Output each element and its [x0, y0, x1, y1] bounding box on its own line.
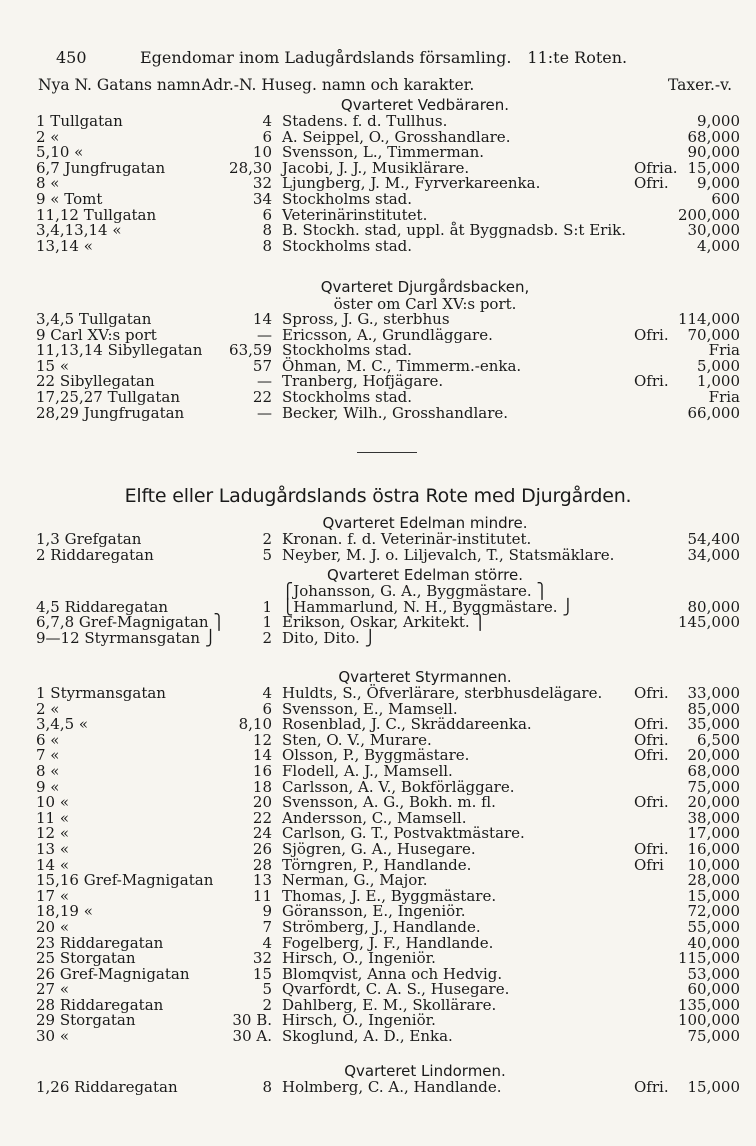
owner-name: Spross, J. G., sterbhus: [282, 310, 450, 328]
block-title: Qvarteret Edelman mindre.: [322, 514, 528, 532]
street-address: 18,19 «: [36, 902, 93, 921]
block-title: Qvarteret Styrmannen.: [338, 668, 512, 686]
house-number: 24: [252, 824, 272, 843]
tax-value: 1,000: [697, 372, 740, 391]
house-number: 63,59: [229, 341, 272, 360]
street-address: 7 «: [36, 746, 60, 765]
street-address: 6 «: [36, 730, 60, 749]
house-number: 30 B.: [232, 1011, 272, 1030]
owner-name: Tranberg, Hofjägare.: [282, 372, 444, 391]
tax-value: 38,000: [687, 808, 740, 827]
exemption-note: Ofri.: [634, 1078, 669, 1096]
house-number: 14: [252, 746, 272, 765]
tax-value: Fria: [708, 387, 740, 406]
tax-value: 60,000: [687, 980, 740, 999]
tax-value: 5,000: [697, 356, 740, 375]
tax-value: 9,000: [697, 112, 740, 130]
ledger-row: [36, 1029, 744, 1045]
owner-name: Hirsch, O., Ingeniör.: [282, 1011, 436, 1030]
street-address: 22 Sibyllegatan: [36, 372, 155, 391]
owner-name: Stadens. f. d. Tullhus.: [282, 112, 448, 130]
tax-value: 9,000: [697, 174, 740, 193]
owner-name: Carlson, G. T., Postvaktmästare.: [282, 824, 525, 843]
ledger-row: [36, 628, 744, 647]
house-number: 26: [252, 839, 272, 858]
owner-name: Sjögren, G. A., Husegare.: [282, 839, 476, 858]
block-title: Qvarteret Vedbäraren.: [340, 96, 510, 114]
block-subtitle: öster om Carl XV:s port.: [333, 295, 517, 313]
house-number: 57: [252, 356, 272, 375]
owner-name: Hirsch, O., Ingeniör.: [282, 949, 436, 968]
street-address: 5,10 «: [36, 143, 84, 162]
street-address: 9—12 Styrmansgatan ⎭: [36, 628, 217, 647]
street-address: 10 «: [36, 793, 70, 812]
page-header: [56, 48, 656, 67]
street-address: 29 Storgatan: [36, 1011, 136, 1030]
house-number: 6: [262, 205, 272, 224]
tax-value: 72,000: [687, 902, 740, 921]
owner-name: Dito, Dito. ⎭: [282, 628, 376, 647]
street-address: 11 «: [36, 808, 70, 827]
street-address: 1 Tullgatan: [36, 112, 123, 130]
street-address: 6,7 Jungfrugatan: [36, 158, 166, 177]
tax-value: 28,000: [687, 871, 740, 890]
street-address: 11,13,14 Sibyllegatan: [36, 341, 203, 360]
ledger-row: [36, 403, 744, 422]
house-number: 12: [252, 730, 272, 749]
column-headers: [38, 76, 738, 94]
block-title: Qvarteret Edelman större.: [327, 566, 523, 584]
street-address: 15,16 Gref-Magnigatan: [36, 871, 214, 890]
owner-name: B. Stockh. stad, uppl. åt Byggnadsb. S:t Erik.: [282, 221, 626, 240]
house-number: 4: [262, 684, 272, 702]
tax-column-header: Taxer.-v.: [667, 76, 732, 94]
owner-name: Skoglund, A. D., Enka.: [282, 1027, 453, 1046]
house-number: 5: [262, 980, 272, 999]
exemption-note: Ofria.: [634, 158, 678, 177]
tax-value: Fria: [708, 341, 740, 360]
street-address: 2 «: [36, 699, 60, 718]
tax-value: 15,000: [687, 1078, 740, 1096]
tax-value: 4,000: [697, 236, 740, 255]
house-number: 6: [262, 699, 272, 718]
owner-name: Öhman, M. C., Timmerm.-enka.: [282, 356, 522, 375]
street-address: 8 «: [36, 761, 60, 780]
exemption-note: Ofri.: [634, 793, 669, 812]
house-number: 32: [252, 174, 272, 193]
house-number: 13: [252, 871, 272, 890]
block-styrmannen: [36, 668, 744, 1045]
house-number: 10: [252, 143, 272, 162]
house-number: 4: [262, 933, 272, 952]
exemption-note: Ofri.: [634, 325, 669, 344]
house-number: 22: [252, 387, 272, 406]
tax-value: 115,000: [677, 949, 740, 968]
house-number: 2: [262, 530, 272, 548]
section-divider: [357, 452, 417, 453]
owner-name: Huldts, S., Öfverlärare, sterbhusdelägare.: [282, 684, 603, 702]
tax-value: 30,000: [687, 221, 740, 240]
street-address: 6,7,8 Gref-Magnigatan ⎫: [36, 613, 225, 632]
tax-value: 55,000: [687, 917, 740, 936]
owner-name: Kronan. f. d. Veterinär-institutet.: [282, 530, 532, 548]
house-number: 1: [262, 613, 272, 632]
tax-value: 15,000: [687, 158, 740, 177]
exemption-note: Ofri.: [634, 839, 669, 858]
tax-value: 66,000: [687, 403, 740, 422]
street-address: 17,25,27 Tullgatan: [36, 387, 181, 406]
block-djurgardsbacken: [36, 278, 744, 421]
owner-name: Becker, Wilh., Grosshandlare.: [282, 403, 509, 422]
rote-label: 11:te Roten.: [527, 48, 628, 67]
house-number: 22: [252, 808, 272, 827]
tax-value: 200,000: [677, 205, 740, 224]
street-address: 2 Riddaregatan: [36, 545, 154, 564]
exemption-note: Ofri.: [634, 372, 669, 391]
ledger-row: [36, 545, 744, 564]
owner-name: Fogelberg, J. F., Handlande.: [282, 933, 494, 952]
house-number: 32: [252, 949, 272, 968]
owner-name: Strömberg, J., Handlande.: [282, 917, 481, 936]
house-number: 11: [252, 886, 272, 905]
tax-value: 34,000: [687, 545, 740, 564]
page-title: Egendomar inom Ladugårdslands församling.: [140, 48, 512, 67]
owner-name: A. Seippel, O., Grosshandlare.: [282, 127, 511, 146]
street-address: 23 Riddaregatan: [36, 933, 164, 952]
tax-value: 600: [711, 189, 740, 208]
block-rows: [36, 114, 744, 254]
street-address: 12 «: [36, 824, 70, 843]
tax-value: 54,400: [687, 530, 740, 548]
owner-name: Göransson, E., Ingeniör.: [282, 902, 466, 921]
block-rows: [36, 584, 744, 646]
house-number: 28: [252, 855, 272, 874]
tax-value: 75,000: [687, 1027, 740, 1046]
street-address: 2 «: [36, 127, 60, 146]
house-number: 5: [262, 545, 272, 564]
owner-name: Svensson, E., Mamsell.: [282, 699, 458, 718]
ledger-row: [36, 1080, 744, 1096]
owner-name: Stockholms stad.: [282, 387, 413, 406]
tax-value: 20,000: [687, 793, 740, 812]
street-address: 28 Riddaregatan: [36, 995, 164, 1014]
owner-name: Ericsson, A., Grundläggare.: [282, 325, 493, 344]
block-rows: [36, 532, 744, 563]
street-address: 20 «: [36, 917, 70, 936]
ledger-row: [36, 236, 744, 255]
house-number: —: [257, 372, 272, 391]
street-address: 14 «: [36, 855, 70, 874]
house-number: 9: [262, 902, 272, 921]
street-address: 26 Gref-Magnigatan: [36, 964, 190, 983]
street-address: 13,14 «: [36, 236, 93, 255]
owner-name: Stockholms stad.: [282, 236, 413, 255]
house-number: 16: [252, 761, 272, 780]
street-address: 28,29 Jungfrugatan: [36, 403, 185, 422]
house-number: 8: [262, 236, 272, 255]
owner-name: Erikson, Oskar, Arkitekt. ⎫: [282, 613, 486, 632]
owner-name: Dahlberg, E. M., Skollärare.: [282, 995, 497, 1014]
block-rows: [36, 312, 744, 421]
tax-value: 90,000: [687, 143, 740, 162]
owner-name: Blomqvist, Anna och Hedvig.: [282, 964, 503, 983]
street-address: 9 «: [36, 777, 60, 796]
house-number: 6: [262, 127, 272, 146]
street-address: 27 «: [36, 980, 70, 999]
house-number: 20: [252, 793, 272, 812]
owner-name: Andersson, C., Mamsell.: [282, 808, 467, 827]
tax-value: 85,000: [687, 699, 740, 718]
street-address: 3,4,5 «: [36, 715, 89, 734]
street-address: 9 « Tomt: [36, 189, 103, 208]
street-address: 11,12 Tullgatan: [36, 205, 157, 224]
tax-value: 145,000: [677, 613, 740, 632]
block-edelman-mindre: [36, 514, 744, 563]
tax-value: 10,000: [687, 855, 740, 874]
tax-value: 6,500: [697, 730, 740, 749]
owner-name: Neyber, M. J. o. Liljevalch, T., Statsmäklare.: [282, 545, 615, 564]
tax-value: 68,000: [687, 761, 740, 780]
house-number: 8: [262, 1078, 272, 1096]
tax-value: 68,000: [687, 127, 740, 146]
tax-value: 20,000: [687, 746, 740, 765]
house-number: 30 A.: [232, 1027, 272, 1046]
tax-value: 135,000: [677, 995, 740, 1014]
street-address: 4,5 Riddaregatan: [36, 597, 169, 616]
tax-value: 15,000: [687, 886, 740, 905]
street-address: 9 Carl XV:s port: [36, 325, 157, 344]
owner-name: Stockholms stad.: [282, 189, 413, 208]
owner-name: ⎧Johansson, G. A., Byggmästare. ⎫: [282, 582, 548, 600]
owner-name: Qvarfordt, C. A. S., Husegare.: [282, 980, 510, 999]
owner-name: Thomas, J. E., Byggmästare.: [282, 886, 497, 905]
tax-value: 16,000: [687, 839, 740, 858]
owner-name: Törngren, P., Handlande.: [282, 855, 472, 874]
street-address: 17 «: [36, 886, 70, 905]
owner-name: Olsson, P., Byggmästare.: [282, 746, 470, 765]
house-number: 34: [252, 189, 272, 208]
tax-value: 35,000: [687, 715, 740, 734]
street-address: 13 «: [36, 839, 70, 858]
house-number: 1: [262, 597, 272, 616]
house-number: 8,10: [238, 715, 272, 734]
block-title: Qvarteret Lindormen.: [344, 1062, 506, 1080]
rote-heading: Elfte eller Ladugårdslands östra Rote med Djurgården.: [124, 485, 632, 507]
house-number: —: [257, 325, 272, 344]
exemption-note: Ofri.: [634, 730, 669, 749]
exemption-note: Ofri.: [634, 715, 669, 734]
street-address: 8 «: [36, 174, 60, 193]
owner-name: Jacobi, J. J., Musiklärare.: [282, 158, 470, 177]
tax-value: 53,000: [687, 964, 740, 983]
tax-value: 17,000: [687, 824, 740, 843]
street-address: 30 «: [36, 1027, 70, 1046]
street-address: 25 Storgatan: [36, 949, 136, 968]
street-address: 3,4,5 Tullgatan: [36, 310, 152, 328]
owner-name: Flodell, A. J., Mamsell.: [282, 761, 453, 780]
exemption-note: Ofri.: [634, 684, 669, 702]
street-address: 1 Styrmansgatan: [36, 684, 166, 702]
page-number: 450: [56, 48, 87, 67]
owner-name: Nerman, G., Major.: [282, 871, 428, 890]
house-number: 2: [262, 995, 272, 1014]
owner-name: Veterinärinstitutet.: [282, 205, 428, 224]
block-rows: [36, 1080, 744, 1096]
owner-name: ⎩Hammarlund, N. H., Byggmästare. ⎭: [282, 597, 574, 616]
block-rows: [36, 686, 744, 1045]
owner-name: Holmberg, C. A., Handlande.: [282, 1078, 502, 1096]
street-address: 3,4,13,14 «: [36, 221, 122, 240]
owner-name: Stockholms stad.: [282, 341, 413, 360]
block-lindormen: [36, 1062, 744, 1096]
house-number: 28,30: [229, 158, 272, 177]
exemption-note: Ofri: [634, 855, 664, 874]
tax-value: 33,000: [687, 684, 740, 702]
block-title: Qvarteret Djurgårdsbacken,: [320, 278, 530, 296]
tax-value: 80,000: [687, 597, 740, 616]
owner-name: Ljungberg, J. M., Fyrverkareenka.: [282, 174, 541, 193]
house-number: 7: [262, 917, 272, 936]
exemption-note: Ofri.: [634, 174, 669, 193]
street-address: 15 «: [36, 356, 70, 375]
street-address: 1,3 Grefgatan: [36, 530, 142, 548]
block-vedbararen: [36, 96, 744, 254]
tax-value: 100,000: [677, 1011, 740, 1030]
owner-name: Carlsson, A. V., Bokförläggare.: [282, 777, 515, 796]
house-number: 2: [262, 628, 272, 647]
street-address: 1,26 Riddaregatan: [36, 1078, 178, 1096]
street-column-header: Nya N. Gatans namn.: [38, 76, 206, 94]
exemption-note: Ofri.: [634, 746, 669, 765]
house-number: 4: [262, 112, 272, 130]
owner-name: Svensson, A. G., Bokh. m. fl.: [282, 793, 496, 812]
tax-value: 75,000: [687, 777, 740, 796]
tax-value: 70,000: [687, 325, 740, 344]
house-number: —: [257, 403, 272, 422]
tax-value: 114,000: [677, 310, 740, 328]
tax-value: 40,000: [687, 933, 740, 952]
owner-name: Sten, O. V., Murare.: [282, 730, 432, 749]
house-number: 18: [252, 777, 272, 796]
house-number: 8: [262, 221, 272, 240]
house-number: 15: [252, 964, 272, 983]
owner-name: Rosenblad, J. C., Skräddareenka.: [282, 715, 532, 734]
owner-column-header: Adr.-N. Huseg. namn och karakter.: [202, 76, 475, 94]
house-number: 14: [252, 310, 272, 328]
block-edelman-storre: [36, 566, 744, 646]
owner-name: Svensson, L., Timmerman.: [282, 143, 485, 162]
